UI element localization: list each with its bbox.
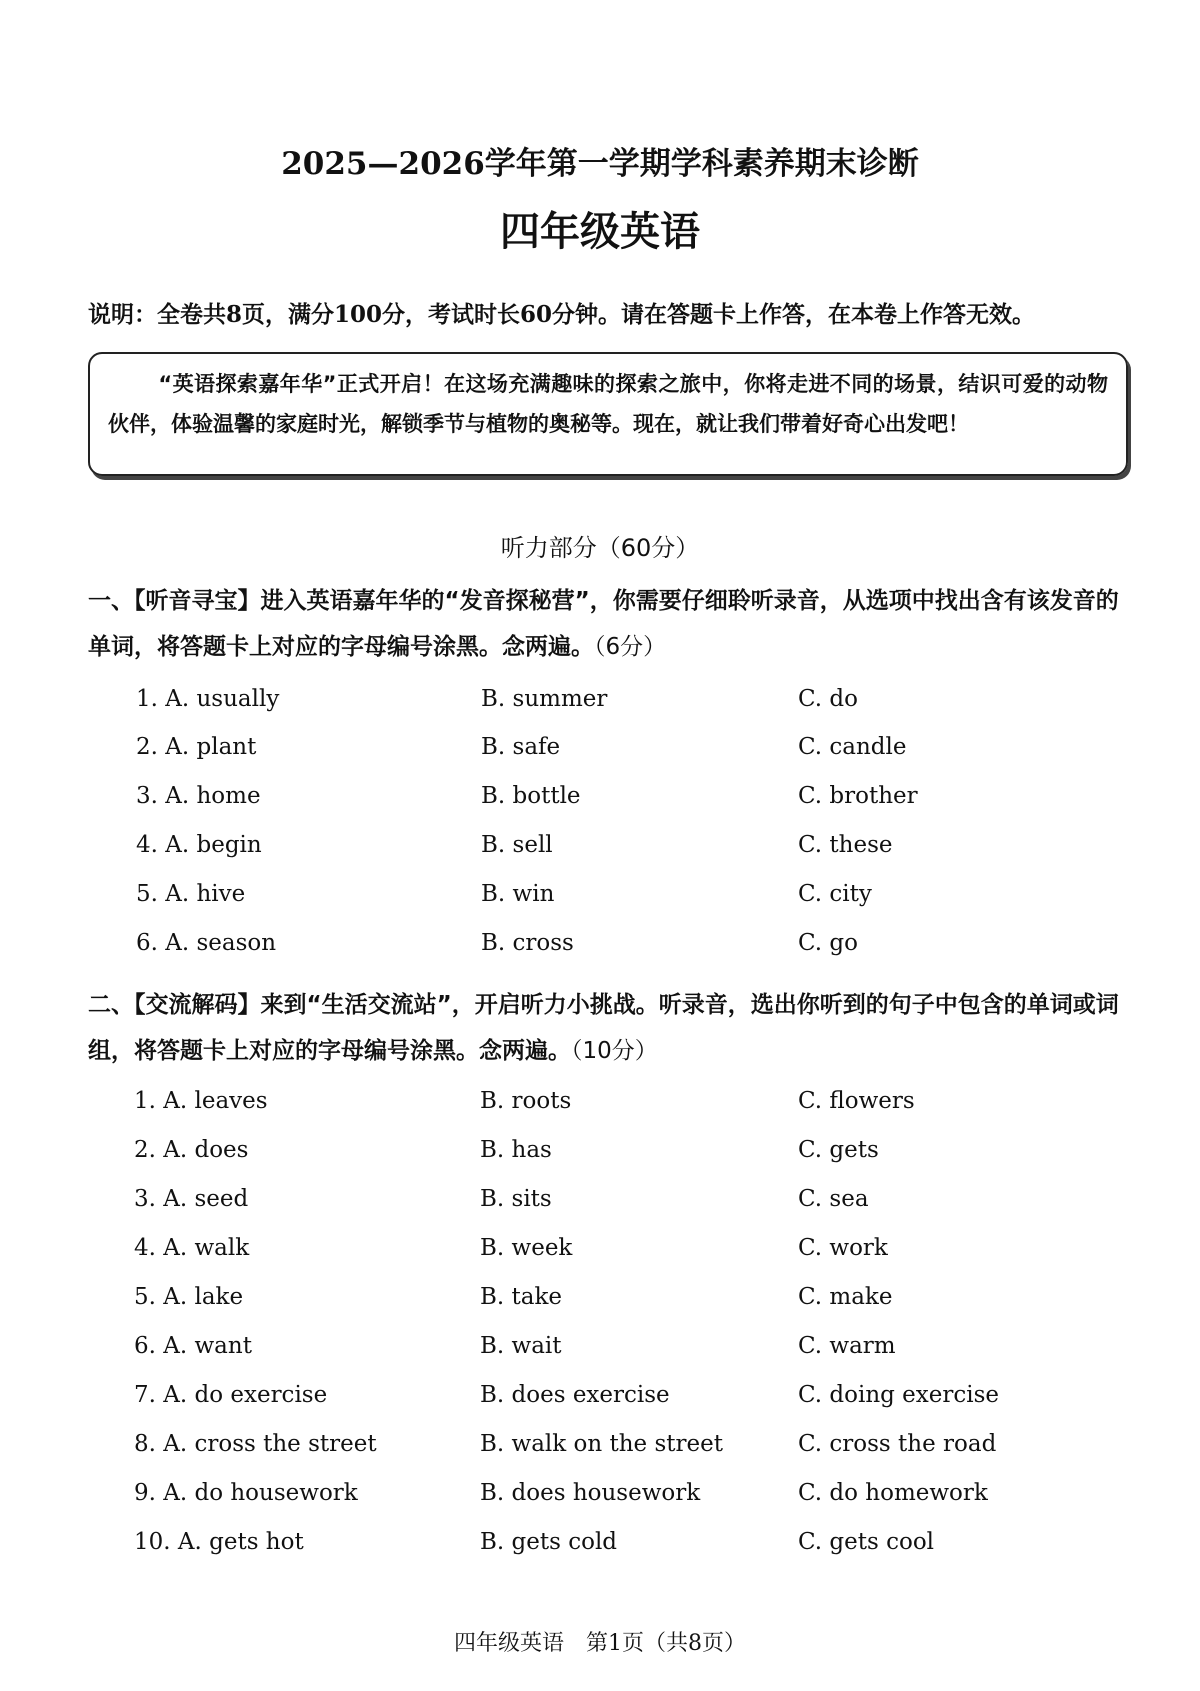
section1-instruction-text: 一、【听音寻宝】进入英语嘉年华的“发音探秘营”，你需要仔细聆听录音，从选项中找出含有该发音的单词，将答题卡上对应的字母编号涂黑。念两遍。 bbox=[88, 588, 1119, 660]
option-b: B. wait bbox=[480, 1333, 562, 1359]
option-a: 1. A. usually bbox=[136, 686, 280, 712]
section2-question-row bbox=[0, 1431, 1200, 1471]
intro-box bbox=[88, 352, 1128, 476]
option-c: C. cross the road bbox=[798, 1431, 997, 1457]
option-c: C. warm bbox=[798, 1333, 896, 1359]
option-a: 6. A. want bbox=[134, 1333, 252, 1359]
exam-subtitle: 四年级英语 bbox=[500, 208, 700, 255]
option-c: C. gets cool bbox=[798, 1529, 935, 1555]
option-c: C. make bbox=[798, 1284, 893, 1310]
section2-question-row bbox=[0, 1137, 1200, 1177]
section2-question-row bbox=[0, 1529, 1200, 1569]
option-a: 2. A. does bbox=[134, 1137, 249, 1163]
option-a: 5. A. hive bbox=[136, 881, 246, 907]
option-c: C. go bbox=[798, 930, 858, 956]
option-a: 8. A. cross the street bbox=[134, 1431, 377, 1457]
section1-question-row bbox=[0, 881, 1200, 921]
option-a: 2. A. plant bbox=[136, 734, 257, 760]
option-b: B. cross bbox=[481, 930, 574, 956]
section1-question-row bbox=[0, 686, 1200, 726]
option-b: B. week bbox=[480, 1235, 573, 1261]
option-b: B. does exercise bbox=[480, 1382, 670, 1408]
section1-score: （6分） bbox=[594, 634, 667, 660]
intro-text: “英语探索嘉年华”正式开启！在这场充满趣味的探索之旅中，你将走进不同的场景，结识可爱的动物伙伴，体验温馨的家庭时光，解锁季节与植物的奥秘等。现在，就让我们带着好奇心出发吧！ bbox=[108, 372, 1108, 436]
option-b: B. has bbox=[480, 1137, 552, 1163]
option-c: C. doing exercise bbox=[798, 1382, 1000, 1408]
option-a: 1. A. leaves bbox=[134, 1088, 268, 1114]
option-a: 3. A. seed bbox=[134, 1186, 249, 1212]
option-c: C. brother bbox=[798, 783, 918, 809]
section2-question-row bbox=[0, 1235, 1200, 1275]
option-c: C. candle bbox=[798, 734, 907, 760]
option-c: C. gets bbox=[798, 1137, 879, 1163]
option-c: C. flowers bbox=[798, 1088, 915, 1114]
section2-question-row bbox=[0, 1333, 1200, 1373]
option-c: C. city bbox=[798, 881, 872, 907]
exam-notice: 说明：全卷共8页，满分100分，考试时长60分钟。请在答题卡上作答，在本卷上作答无效。 bbox=[88, 301, 1036, 328]
section1-question-row bbox=[0, 930, 1200, 970]
option-a: 3. A. home bbox=[136, 783, 261, 809]
option-b: B. win bbox=[481, 881, 555, 907]
option-a: 10. A. gets hot bbox=[134, 1529, 304, 1555]
option-b: B. does housework bbox=[480, 1480, 701, 1506]
page-footer: 四年级英语 第1页（共8页） bbox=[454, 1631, 746, 1656]
listening-heading: 听力部分（60分） bbox=[500, 534, 700, 562]
section2-question-row bbox=[0, 1088, 1200, 1128]
option-c: C. these bbox=[798, 832, 893, 858]
section1-question-row bbox=[0, 734, 1200, 774]
section2-question-row bbox=[0, 1382, 1200, 1422]
section1-question-row bbox=[0, 783, 1200, 823]
option-b: B. take bbox=[480, 1284, 563, 1310]
option-a: 4. A. begin bbox=[136, 832, 262, 858]
option-c: C. sea bbox=[798, 1186, 869, 1212]
option-b: B. walk on the street bbox=[480, 1431, 723, 1457]
option-a: 4. A. walk bbox=[134, 1235, 250, 1261]
option-b: B. safe bbox=[481, 734, 561, 760]
section1-instruction bbox=[88, 578, 1128, 670]
option-b: B. bottle bbox=[481, 783, 581, 809]
section2-question-row bbox=[0, 1480, 1200, 1520]
option-b: B. sits bbox=[480, 1186, 552, 1212]
option-a: 6. A. season bbox=[136, 930, 277, 956]
option-a: 9. A. do housework bbox=[134, 1480, 358, 1506]
option-b: B. sell bbox=[481, 832, 553, 858]
option-a: 5. A. lake bbox=[134, 1284, 244, 1310]
option-b: B. gets cold bbox=[480, 1529, 618, 1555]
section2-score: （10分） bbox=[571, 1038, 658, 1064]
section2-instruction-text: 二、【交流解码】来到“生活交流站”，开启听力小挑战。听录音，选出你听到的句子中包含的单词或词组，将答题卡上对应的字母编号涂黑。念两遍。 bbox=[88, 992, 1119, 1064]
option-c: C. do homework bbox=[798, 1480, 988, 1506]
option-b: B. roots bbox=[480, 1088, 572, 1114]
section1-question-row bbox=[0, 832, 1200, 872]
option-a: 7. A. do exercise bbox=[134, 1382, 328, 1408]
section2-instruction bbox=[88, 982, 1128, 1074]
section2-question-row bbox=[0, 1186, 1200, 1226]
option-c: C. do bbox=[798, 686, 858, 712]
option-c: C. work bbox=[798, 1235, 888, 1261]
option-b: B. summer bbox=[481, 686, 608, 712]
exam-title: 2025—2026学年第一学期学科素养期末诊断 bbox=[281, 146, 919, 182]
section2-question-row bbox=[0, 1284, 1200, 1324]
